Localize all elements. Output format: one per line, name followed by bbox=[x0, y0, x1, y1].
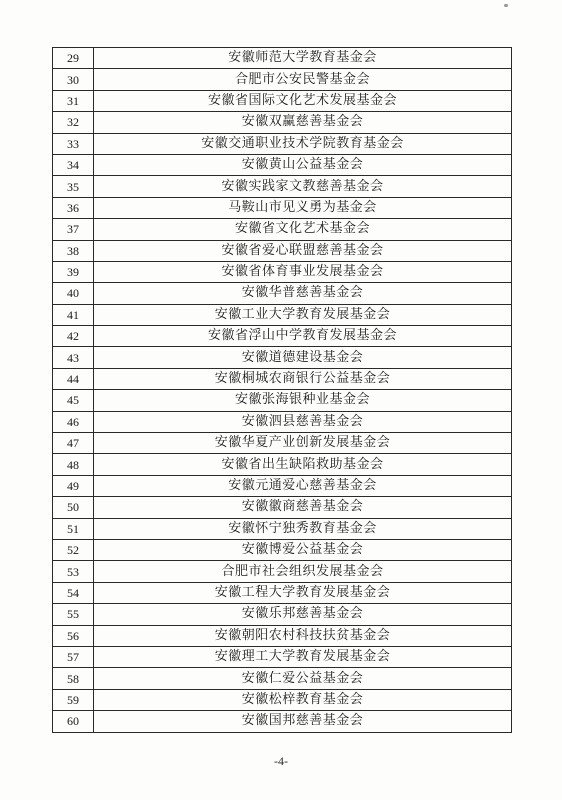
row-number: 38 bbox=[53, 240, 94, 261]
scan-mark bbox=[504, 4, 508, 7]
foundation-name: 安徽省浮山中学教育发展基金会 bbox=[94, 326, 512, 347]
row-number: 53 bbox=[53, 561, 94, 582]
row-number: 57 bbox=[53, 646, 94, 667]
foundation-name: 安徽泗县慈善基金会 bbox=[94, 411, 512, 432]
table-row bbox=[53, 604, 512, 625]
row-number: 51 bbox=[53, 518, 94, 539]
row-number: 37 bbox=[53, 219, 94, 240]
foundation-name: 安徽道德建设基金会 bbox=[94, 347, 512, 368]
table-row bbox=[53, 711, 512, 732]
foundation-name: 马鞍山市见义勇为基金会 bbox=[94, 197, 512, 218]
row-number: 41 bbox=[53, 304, 94, 325]
foundation-name: 安徽国邦慈善基金会 bbox=[94, 711, 512, 732]
table-row bbox=[53, 454, 512, 475]
table-row bbox=[53, 176, 512, 197]
row-number: 47 bbox=[53, 433, 94, 454]
row-number: 52 bbox=[53, 539, 94, 560]
table-row bbox=[53, 326, 512, 347]
row-number: 56 bbox=[53, 625, 94, 646]
foundation-name: 安徽工业大学教育发展基金会 bbox=[94, 304, 512, 325]
foundation-name: 安徽双赢慈善基金会 bbox=[94, 112, 512, 133]
table-row bbox=[53, 347, 512, 368]
foundation-name: 安徽朝阳农村科技扶贫基金会 bbox=[94, 625, 512, 646]
row-number: 30 bbox=[53, 69, 94, 90]
foundation-name: 安徽徽商慈善基金会 bbox=[94, 497, 512, 518]
foundation-name: 安徽黄山公益基金会 bbox=[94, 154, 512, 175]
foundation-name: 安徽松梓教育基金会 bbox=[94, 689, 512, 710]
row-number: 35 bbox=[53, 176, 94, 197]
foundation-name: 安徽实践家文教慈善基金会 bbox=[94, 176, 512, 197]
row-number: 55 bbox=[53, 604, 94, 625]
foundation-name: 安徽省国际文化艺术发展基金会 bbox=[94, 90, 512, 111]
foundation-name: 安徽师范大学教育基金会 bbox=[94, 48, 512, 69]
table-row bbox=[53, 497, 512, 518]
foundation-name: 安徽理工大学教育发展基金会 bbox=[94, 646, 512, 667]
foundation-name: 安徽乐邦慈善基金会 bbox=[94, 604, 512, 625]
table-row bbox=[53, 90, 512, 111]
table-row bbox=[53, 625, 512, 646]
foundation-name: 安徽省爱心联盟慈善基金会 bbox=[94, 240, 512, 261]
foundation-name: 合肥市公安民警基金会 bbox=[94, 69, 512, 90]
row-number: 33 bbox=[53, 133, 94, 154]
table-row bbox=[53, 539, 512, 560]
foundation-list-table bbox=[52, 47, 512, 733]
table-row bbox=[53, 582, 512, 603]
foundation-name: 安徽交通职业技术学院教育基金会 bbox=[94, 133, 512, 154]
row-number: 39 bbox=[53, 261, 94, 282]
foundation-name: 安徽怀宁独秀教育基金会 bbox=[94, 518, 512, 539]
row-number: 32 bbox=[53, 112, 94, 133]
table-body bbox=[53, 48, 512, 733]
row-number: 43 bbox=[53, 347, 94, 368]
foundation-name: 安徽博爱公益基金会 bbox=[94, 539, 512, 560]
table-row bbox=[53, 689, 512, 710]
row-number: 34 bbox=[53, 154, 94, 175]
table-row bbox=[53, 69, 512, 90]
table-row bbox=[53, 411, 512, 432]
row-number: 40 bbox=[53, 283, 94, 304]
foundation-name: 合肥市社会组织发展基金会 bbox=[94, 561, 512, 582]
table-row bbox=[53, 112, 512, 133]
row-number: 44 bbox=[53, 368, 94, 389]
foundation-name: 安徽省体育事业发展基金会 bbox=[94, 261, 512, 282]
foundation-name: 安徽仁爱公益基金会 bbox=[94, 668, 512, 689]
foundation-name: 安徽华夏产业创新发展基金会 bbox=[94, 433, 512, 454]
table-row bbox=[53, 133, 512, 154]
foundation-name: 安徽张海银种业基金会 bbox=[94, 390, 512, 411]
foundation-name: 安徽桐城农商银行公益基金会 bbox=[94, 368, 512, 389]
row-number: 42 bbox=[53, 326, 94, 347]
row-number: 31 bbox=[53, 90, 94, 111]
row-number: 36 bbox=[53, 197, 94, 218]
page-number: -4- bbox=[274, 754, 288, 768]
row-number: 59 bbox=[53, 689, 94, 710]
row-number: 54 bbox=[53, 582, 94, 603]
row-number: 45 bbox=[53, 390, 94, 411]
row-number: 49 bbox=[53, 475, 94, 496]
row-number: 58 bbox=[53, 668, 94, 689]
table-row bbox=[53, 561, 512, 582]
table-row bbox=[53, 240, 512, 261]
table-row bbox=[53, 668, 512, 689]
table-row bbox=[53, 646, 512, 667]
table-row bbox=[53, 368, 512, 389]
row-number: 29 bbox=[53, 48, 94, 69]
table-row bbox=[53, 304, 512, 325]
table-row bbox=[53, 261, 512, 282]
foundation-name: 安徽省文化艺术基金会 bbox=[94, 219, 512, 240]
table-row bbox=[53, 475, 512, 496]
table-row bbox=[53, 283, 512, 304]
foundation-name: 安徽元通爱心慈善基金会 bbox=[94, 475, 512, 496]
foundation-name: 安徽华普慈善基金会 bbox=[94, 283, 512, 304]
row-number: 46 bbox=[53, 411, 94, 432]
foundation-name: 安徽工程大学教育发展基金会 bbox=[94, 582, 512, 603]
table-row bbox=[53, 48, 512, 69]
table-row bbox=[53, 197, 512, 218]
table-row bbox=[53, 154, 512, 175]
row-number: 60 bbox=[53, 711, 94, 732]
foundation-name: 安徽省出生缺陷救助基金会 bbox=[94, 454, 512, 475]
row-number: 48 bbox=[53, 454, 94, 475]
table-row bbox=[53, 518, 512, 539]
table-row bbox=[53, 433, 512, 454]
row-number: 50 bbox=[53, 497, 94, 518]
table-row bbox=[53, 390, 512, 411]
table-row bbox=[53, 219, 512, 240]
